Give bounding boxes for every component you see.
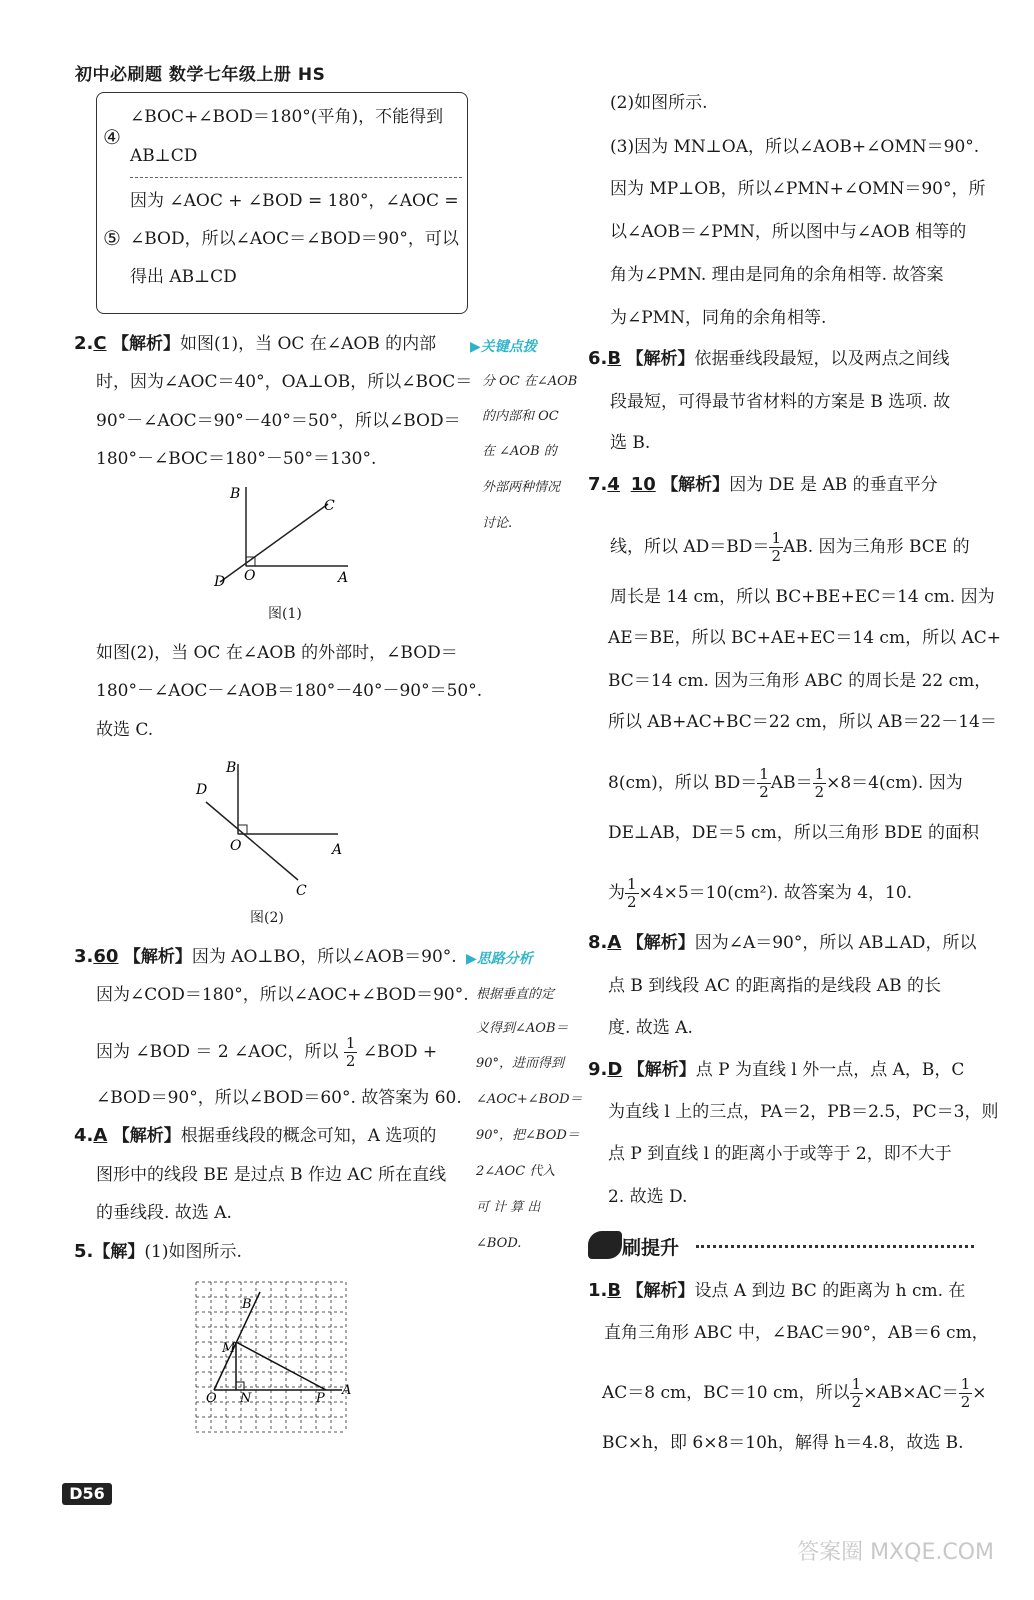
q5-part3-line2: 因为 MP⊥OB，所以∠PMN+∠OMN＝90°，所 [610, 179, 986, 199]
q5-part2: (2)如图所示. [610, 93, 708, 113]
page-header: 初中必刷题 数学七年级上册 HS [75, 65, 326, 85]
fig3-label-P: P [316, 1391, 325, 1406]
watermark: 答案圈 MXQE.COM [797, 1540, 994, 1565]
q7-line2: 线，所以 AD＝BD＝ $\frac{1}{2}$ AB. 因为三角形 BCE 的 [610, 529, 970, 565]
figure-1 [210, 482, 370, 592]
q7-line5: BC＝14 cm. 因为三角形 ABC 的周长是 22 cm， [608, 671, 992, 691]
figure-3-grid [192, 1278, 352, 1436]
q2-heading: 2.C 【解析】如图(1)，当 OC 在∠AOB 的内部 [74, 333, 437, 354]
fig2-label-A: A [332, 842, 343, 858]
figure-2 [190, 752, 360, 902]
fig3-label-A: A [342, 1383, 352, 1398]
q7-line9: 为 $\frac{1}{2}$ ×4×5＝10(cm²). 故答案为 4，10. [608, 875, 913, 911]
q9-heading: 9.D 【解析】点 P 为直线 l 外一点，点 A，B，C [588, 1059, 965, 1080]
box-row5-line1: 因为 ∠AOC + ∠BOD = 180°，∠AOC = [130, 191, 459, 211]
q3-line3: 因为 ∠BOD ＝ 2 ∠AOC，所以 $\frac{1}{2}$ ∠BOD + [96, 1034, 438, 1070]
q2-line3: 90°－∠AOC＝90°－40°＝50°，所以∠BOD＝ [96, 411, 461, 431]
box-row5-line3: 得出 AB⊥CD [130, 267, 237, 287]
circle-number-5: ⑤ [103, 226, 121, 250]
q3-side-8: ∠BOD. [476, 1236, 522, 1251]
q3-line4: ∠BOD＝90°，所以∠BOD＝60°. 故答案为 60. [96, 1088, 462, 1108]
q6-line3: 选 B. [610, 433, 651, 453]
q7-line6: 所以 AB+AC+BC＝22 cm，所以 AB＝22－14＝ [608, 712, 997, 732]
q2-line4: 180°－∠BOC＝180°－50°＝130°. [96, 449, 377, 469]
q3-heading: 3.60 【解析】因为 AO⊥BO，所以∠AOB＝90°. [74, 946, 457, 967]
q2-line7: 故选 C. [96, 720, 154, 740]
q5-part3-line5: 为∠PMN，同角的余角相等. [610, 308, 827, 328]
box-divider [130, 177, 462, 178]
q8-line3: 度. 故选 A. [608, 1018, 693, 1038]
q3-side-2: 义得到∠AOB＝ [476, 1021, 569, 1036]
q3-side-heading: ▶思路分析 [466, 951, 533, 967]
q2-side-3: 在 ∠AOB 的 [482, 444, 557, 459]
q2-side-4: 外部两种情况 [482, 480, 561, 495]
fig1-label-A: A [338, 570, 349, 586]
page-number: D56 [62, 1483, 112, 1505]
q3-side-5: 90°，把∠BOD＝ [476, 1128, 580, 1143]
fraction-half: $\frac{1}{2}$ [345, 1034, 356, 1070]
q9-line2: 为直线 l 上的三点，PA＝2，PB＝2.5，PC＝3，则 [608, 1102, 999, 1122]
q5-heading: 5.【解】(1)如图所示. [74, 1241, 242, 1262]
fig1-label-O: O [244, 568, 256, 584]
section-title: 刷提升 [622, 1237, 680, 1259]
q3-side-4: ∠AOC+∠BOD＝ [476, 1092, 583, 1107]
section-badge-icon [588, 1231, 622, 1259]
section-rule [696, 1245, 974, 1248]
q5-part3-line4: 角为∠PMN. 理由是同角的余角相等. 故答案 [610, 265, 944, 285]
q8-heading: 8.A 【解析】因为∠A＝90°，所以 AB⊥AD，所以 [588, 932, 977, 953]
q3-side-1: 根据垂直的定 [476, 987, 555, 1002]
box-row4-line1: ∠BOC+∠BOD＝180°(平角)，不能得到 [130, 107, 444, 127]
fig2-label-C: C [296, 883, 307, 899]
q6-line2: 段最短，可得最节省材料的方案是 B 选项. 故 [610, 392, 951, 412]
box-row4-line2: AB⊥CD [130, 146, 198, 166]
p1-line3: AC＝8 cm，BC＝10 cm，所以 $\frac{1}{2}$ ×AB×AC＝ $\frac{1}{2}$ × [602, 1375, 987, 1411]
q8-line2: 点 B 到线段 AC 的距离指的是线段 AB 的长 [608, 976, 941, 996]
q2-side-2: 的内部和 OC [482, 409, 559, 424]
fig2-label-B: B [226, 760, 237, 776]
q5-part3-line3: 以∠AOB＝∠PMN，所以图中与∠AOB 相等的 [610, 222, 967, 242]
fig2-label-O: O [230, 838, 242, 854]
q7-line3: 周长是 14 cm，所以 BC+BE+EC＝14 cm. 因为 [610, 587, 995, 607]
q7-line7: 8(cm)，所以 BD＝ $\frac{1}{2}$ AB＝ $\frac{1}{2}$ ×8＝4(cm). 因为 [608, 765, 963, 801]
q3-line2: 因为∠COD＝180°，所以∠AOC+∠BOD＝90°. [96, 985, 469, 1005]
q7-line4: AE＝BE，所以 BC+AE+EC＝14 cm，所以 AC+ [608, 628, 1002, 648]
fig2-label-D: D [196, 782, 208, 798]
q2-line5: 如图(2)，当 OC 在∠AOB 的外部时，∠BOD＝ [96, 643, 458, 663]
p1-line4: BC×h，即 6×8＝10h，解得 h＝4.8，故选 B. [602, 1433, 964, 1453]
q9-line4: 2. 故选 D. [608, 1187, 688, 1207]
q4-heading: 4.A 【解析】根据垂线段的概念可知，A 选项的 [74, 1125, 437, 1146]
q7-heading: 7.4 10 【解析】因为 DE 是 AB 的垂直平分 [588, 474, 938, 495]
q4-line3: 的垂线段. 故选 A. [96, 1203, 232, 1223]
q3-side-3: 90°，进而得到 [476, 1056, 565, 1071]
figure-1-caption: 图(1) [268, 606, 302, 622]
q6-heading: 6.B 【解析】依据垂线段最短，以及两点之间线 [588, 348, 950, 369]
fig3-label-B: B [242, 1297, 252, 1312]
fig3-label-M: M [222, 1341, 236, 1356]
q2-line6: 180°－∠AOC－∠AOB＝180°－40°－90°＝50°. [96, 681, 483, 701]
q2-side-1: 分 OC 在∠AOB [482, 374, 578, 389]
p1-heading: 1.B 【解析】设点 A 到边 BC 的距离为 h cm. 在 [588, 1280, 966, 1301]
box-row5-line2: ∠BOD，所以∠AOC＝∠BOD＝90°，可以 [130, 229, 459, 249]
fig1-label-D: D [214, 574, 226, 590]
q3-side-6: 2∠AOC 代入 [476, 1164, 556, 1179]
q2-side-heading: ▶关键点拨 [470, 339, 537, 355]
fig1-label-B: B [230, 486, 241, 502]
fig1-label-C: C [324, 498, 335, 514]
q2-side-5: 讨论. [482, 516, 513, 531]
fig3-label-N: N [240, 1391, 252, 1406]
q4-line2: 图形中的线段 BE 是过点 B 作边 AC 所在直线 [96, 1165, 447, 1185]
circle-number-4: ④ [103, 125, 121, 149]
q7-line8: DE⊥AB，DE＝5 cm，所以三角形 BDE 的面积 [608, 823, 980, 843]
figure-2-caption: 图(2) [250, 910, 284, 926]
fig3-label-O: O [206, 1391, 217, 1406]
q3-side-7: 可 计 算 出 [476, 1200, 541, 1215]
q9-line3: 点 P 到直线 l 的距离小于或等于 2，即不大于 [608, 1144, 952, 1164]
q5-part3-line1: (3)因为 MN⊥OA，所以∠AOB+∠OMN＝90°. [610, 137, 980, 157]
p1-line2: 直角三角形 ABC 中，∠BAC＝90°，AB＝6 cm， [604, 1323, 989, 1343]
q2-line2: 时，因为∠AOC＝40°，OA⊥OB，所以∠BOC＝ [96, 372, 473, 392]
